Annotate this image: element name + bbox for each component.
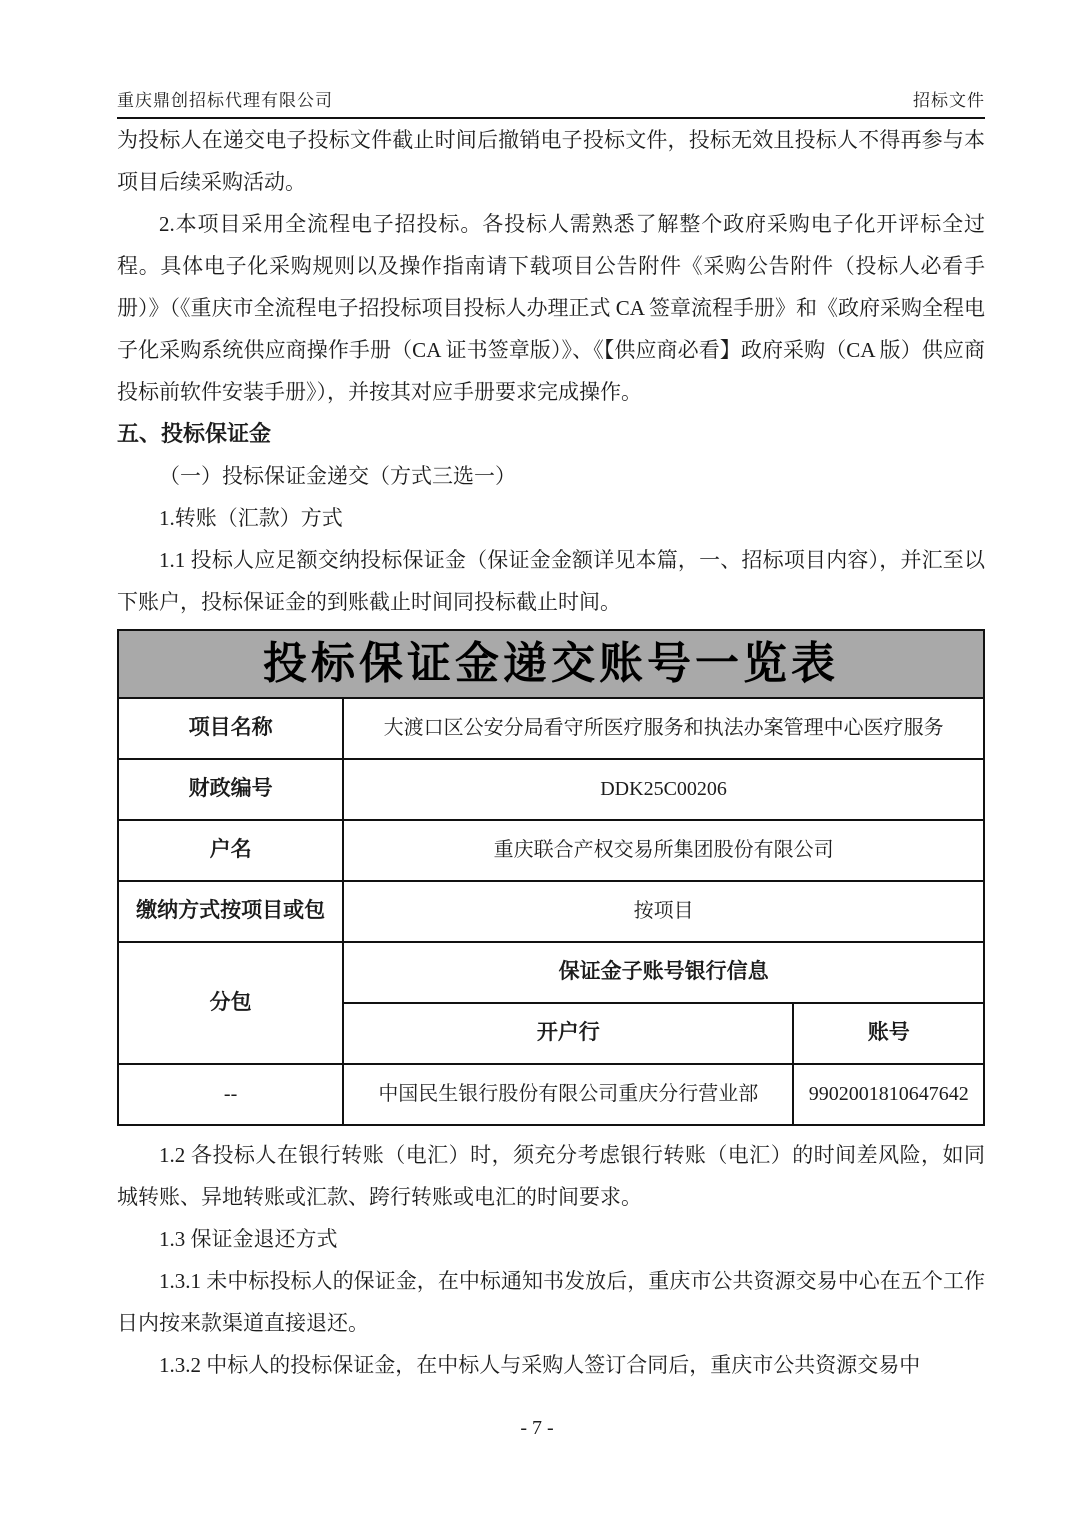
payment-method-value: 按项目 [343,881,984,942]
paragraph-sub2: 1.转账（汇款）方式 [159,506,343,530]
page-footer: - 7 - [520,1417,554,1439]
account-holder-value: 重庆联合产权交易所集团股份有限公司 [343,820,984,881]
table-row [118,942,984,1003]
paragraph-1-3: 1.3 保证金退还方式 [159,1226,338,1251]
paragraph-continuation: 为投标人在递交电子投标文件截止时间后撤销电子投标文件，投标无效且投标人不得再参与本项目后续采购活动。 [117,128,985,194]
table-title-row [118,630,984,698]
header-company-name: 重庆鼎创招标代理有限公司 [117,91,333,110]
table-row [118,759,984,820]
page-header [117,86,985,119]
finance-code-label: 财政编号 [118,759,343,820]
table-title: 投标保证金递交账号一览表 [118,630,984,698]
page-body [117,119,985,1386]
paragraph-1-2: 1.2 各投标人在银行转账（电汇）时，须充分考虑银行转账（电汇）的时间差风险，如同城转账、异地转账或汇款、跨行转账或电汇的时间要求。 [117,1142,985,1209]
table-row [118,698,984,759]
finance-code-value: DDK25C00206 [343,759,984,820]
project-name-value: 大渡口区公安分局看守所医疗服务和执法办案管理中心医疗服务 [343,698,984,759]
account-number-cell: 9902001810647642 [793,1064,984,1125]
header-doc-type: 招标文件 [913,91,985,110]
table-row [118,1064,984,1125]
subpackage-label: 分包 [118,942,343,1064]
paragraph-sub3: 1.1 投标人应足额交纳投标保证金（保证金金额详见本篇，一、招标项目内容），并汇至以下账户，投标保证金的到账截止时间同投标截止时间。 [117,548,985,614]
table-row [118,820,984,881]
payment-method-label: 缴纳方式按项目或包 [118,881,343,942]
account-column-header: 账号 [793,1003,984,1064]
project-name-label: 项目名称 [118,698,343,759]
paragraph-1-3-2: 1.3.2 中标人的投标保证金，在中标人与采购人签订合同后，重庆市公共资源交易中 [159,1352,921,1377]
paragraph-1-3-1: 1.3.1 未中标投标人的保证金，在中标通知书发放后，重庆市公共资源交易中心在五个工作日内按来款渠道直接退还。 [117,1268,985,1335]
paragraph-sub1: （一）投标保证金递交（方式三选一） [159,464,516,488]
bank-column-header: 开户行 [343,1003,793,1064]
paragraph-item2: 2.本项目采用全流程电子招投标。各投标人需熟悉了解整个政府采购电子化开评标全过程。具体电子化采购规则以及操作指南请下载项目公告附件《采购公告附件（投标人必看手册）》（《重庆市全流程电子招投标项目投标人办理正式 CA 签章流程手册》和《政府采购全程电子化采购系统供应商操作手册（CA 证书签章版）》、《【供应商必看】政府采购（CA 版）供应商投标前软件安装手册》），并按其对应手册要求完成操作。 [117,212,986,404]
account-holder-label: 户名 [118,820,343,881]
table-row [118,881,984,942]
bank-name-cell: 中国民生银行股份有限公司重庆分行营业部 [343,1064,793,1125]
section-heading-5: 五、投标保证金 [117,421,272,446]
package-cell: -- [118,1064,343,1125]
bank-info-header: 保证金子账号银行信息 [343,942,984,1003]
deposit-account-table [117,629,985,1126]
